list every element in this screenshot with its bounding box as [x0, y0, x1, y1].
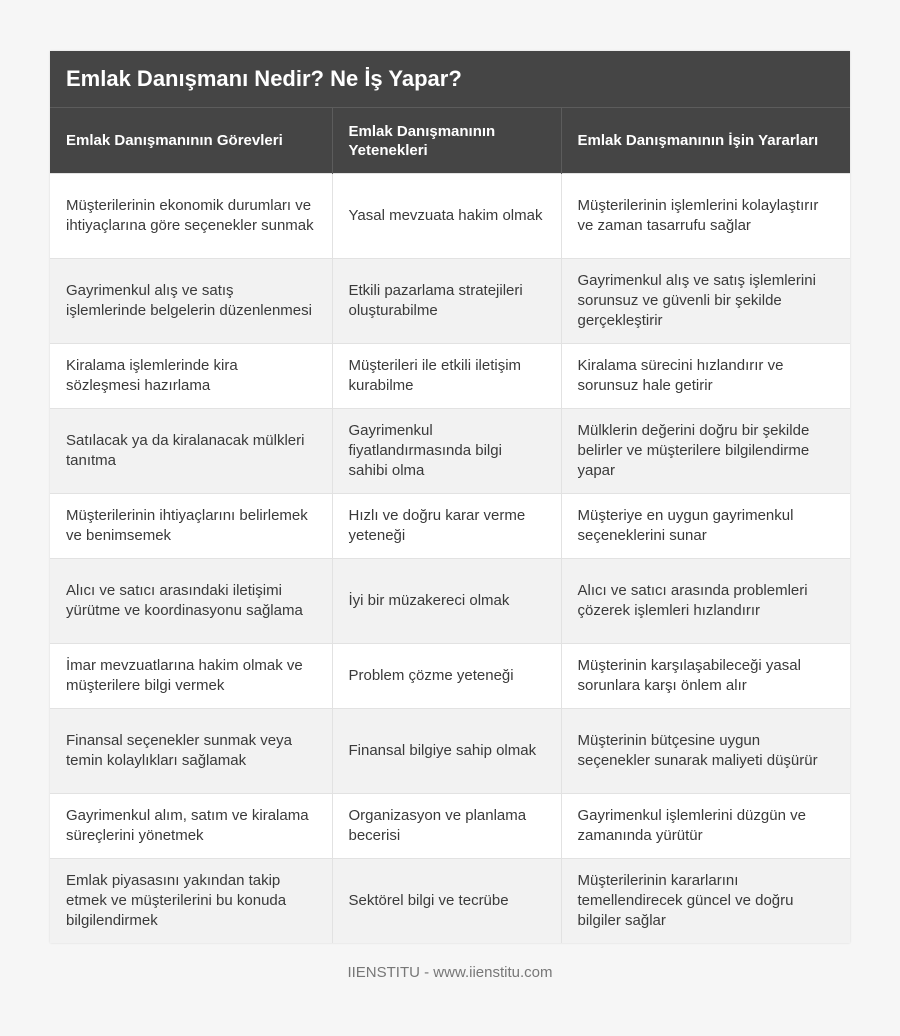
cell-skill: Gayrimenkul fiyatlandırmasında bilgi sahibi olma: [332, 409, 561, 494]
cell-duty: Gayrimenkul alış ve satış işlemlerinde belgelerin düzenlenmesi: [50, 259, 332, 344]
table-row: [50, 494, 850, 559]
cell-duty: Müşterilerinin ihtiyaçlarını belirlemek ve benimsemek: [50, 494, 332, 559]
data-table: [50, 108, 850, 943]
cell-skill: Yasal mevzuata hakim olmak: [332, 174, 561, 259]
cell-duty: Emlak piyasasını yakından takip etmek ve müşterilerini bu konuda bilgilendirmek: [50, 859, 332, 944]
cell-skill: Hızlı ve doğru karar verme yeteneği: [332, 494, 561, 559]
table-row: [50, 859, 850, 944]
cell-benefit: Müşterinin bütçesine uygun seçenekler sunarak maliyeti düşürür: [561, 709, 850, 794]
cell-benefit: Gayrimenkul işlemlerini düzgün ve zamanında yürütür: [561, 794, 850, 859]
table-title: Emlak Danışmanı Nedir? Ne İş Yapar?: [50, 51, 850, 108]
cell-skill: Finansal bilgiye sahip olmak: [332, 709, 561, 794]
cell-skill: Sektörel bilgi ve tecrübe: [332, 859, 561, 944]
cell-benefit: Müşterilerinin işlemlerini kolaylaştırır ve zaman tasarrufu sağlar: [561, 174, 850, 259]
cell-duty: Finansal seçenekler sunmak veya temin kolaylıkları sağlamak: [50, 709, 332, 794]
cell-skill: İyi bir müzakereci olmak: [332, 559, 561, 644]
cell-benefit: Müşterinin karşılaşabileceği yasal sorunlara karşı önlem alır: [561, 644, 850, 709]
cell-skill: Problem çözme yeteneği: [332, 644, 561, 709]
cell-benefit: Müşterilerinin kararlarını temellendirecek güncel ve doğru bilgiler sağlar: [561, 859, 850, 944]
table-row: [50, 794, 850, 859]
info-table-card: [50, 51, 850, 943]
column-header-benefits: Emlak Danışmanının İşin Yararları: [561, 108, 850, 174]
cell-benefit: Alıcı ve satıcı arasında problemleri çözerek işlemleri hızlandırır: [561, 559, 850, 644]
cell-duty: Alıcı ve satıcı arasındaki iletişimi yürütme ve koordinasyonu sağlama: [50, 559, 332, 644]
table-row: [50, 559, 850, 644]
cell-benefit: Gayrimenkul alış ve satış işlemlerini sorunsuz ve güvenli bir şekilde gerçekleştirir: [561, 259, 850, 344]
footer-credit: IIENSTITU - www.iienstitu.com: [347, 964, 553, 981]
cell-duty: Satılacak ya da kiralanacak mülkleri tanıtma: [50, 409, 332, 494]
cell-benefit: Kiralama sürecini hızlandırır ve sorunsuz hale getirir: [561, 344, 850, 409]
table-row: [50, 409, 850, 494]
column-header-duties: Emlak Danışmanının Görevleri: [50, 108, 332, 174]
cell-benefit: Mülklerin değerini doğru bir şekilde belirler ve müşterilere bilgilendirme yapar: [561, 409, 850, 494]
cell-skill: Organizasyon ve planlama becerisi: [332, 794, 561, 859]
table-row: [50, 644, 850, 709]
header-row: [50, 108, 850, 174]
cell-skill: Müşterileri ile etkili iletişim kurabilme: [332, 344, 561, 409]
table-row: [50, 709, 850, 794]
cell-duty: Gayrimenkul alım, satım ve kiralama süreçlerini yönetmek: [50, 794, 332, 859]
cell-benefit: Müşteriye en uygun gayrimenkul seçeneklerini sunar: [561, 494, 850, 559]
cell-skill: Etkili pazarlama stratejileri oluşturabilme: [332, 259, 561, 344]
table-row: [50, 174, 850, 259]
cell-duty: Müşterilerinin ekonomik durumları ve ihtiyaçlarına göre seçenekler sunmak: [50, 174, 332, 259]
cell-duty: Kiralama işlemlerinde kira sözleşmesi hazırlama: [50, 344, 332, 409]
table-row: [50, 259, 850, 344]
column-header-skills: Emlak Danışmanının Yetenekleri: [332, 108, 561, 174]
cell-duty: İmar mevzuatlarına hakim olmak ve müşterilere bilgi vermek: [50, 644, 332, 709]
table-row: [50, 344, 850, 409]
